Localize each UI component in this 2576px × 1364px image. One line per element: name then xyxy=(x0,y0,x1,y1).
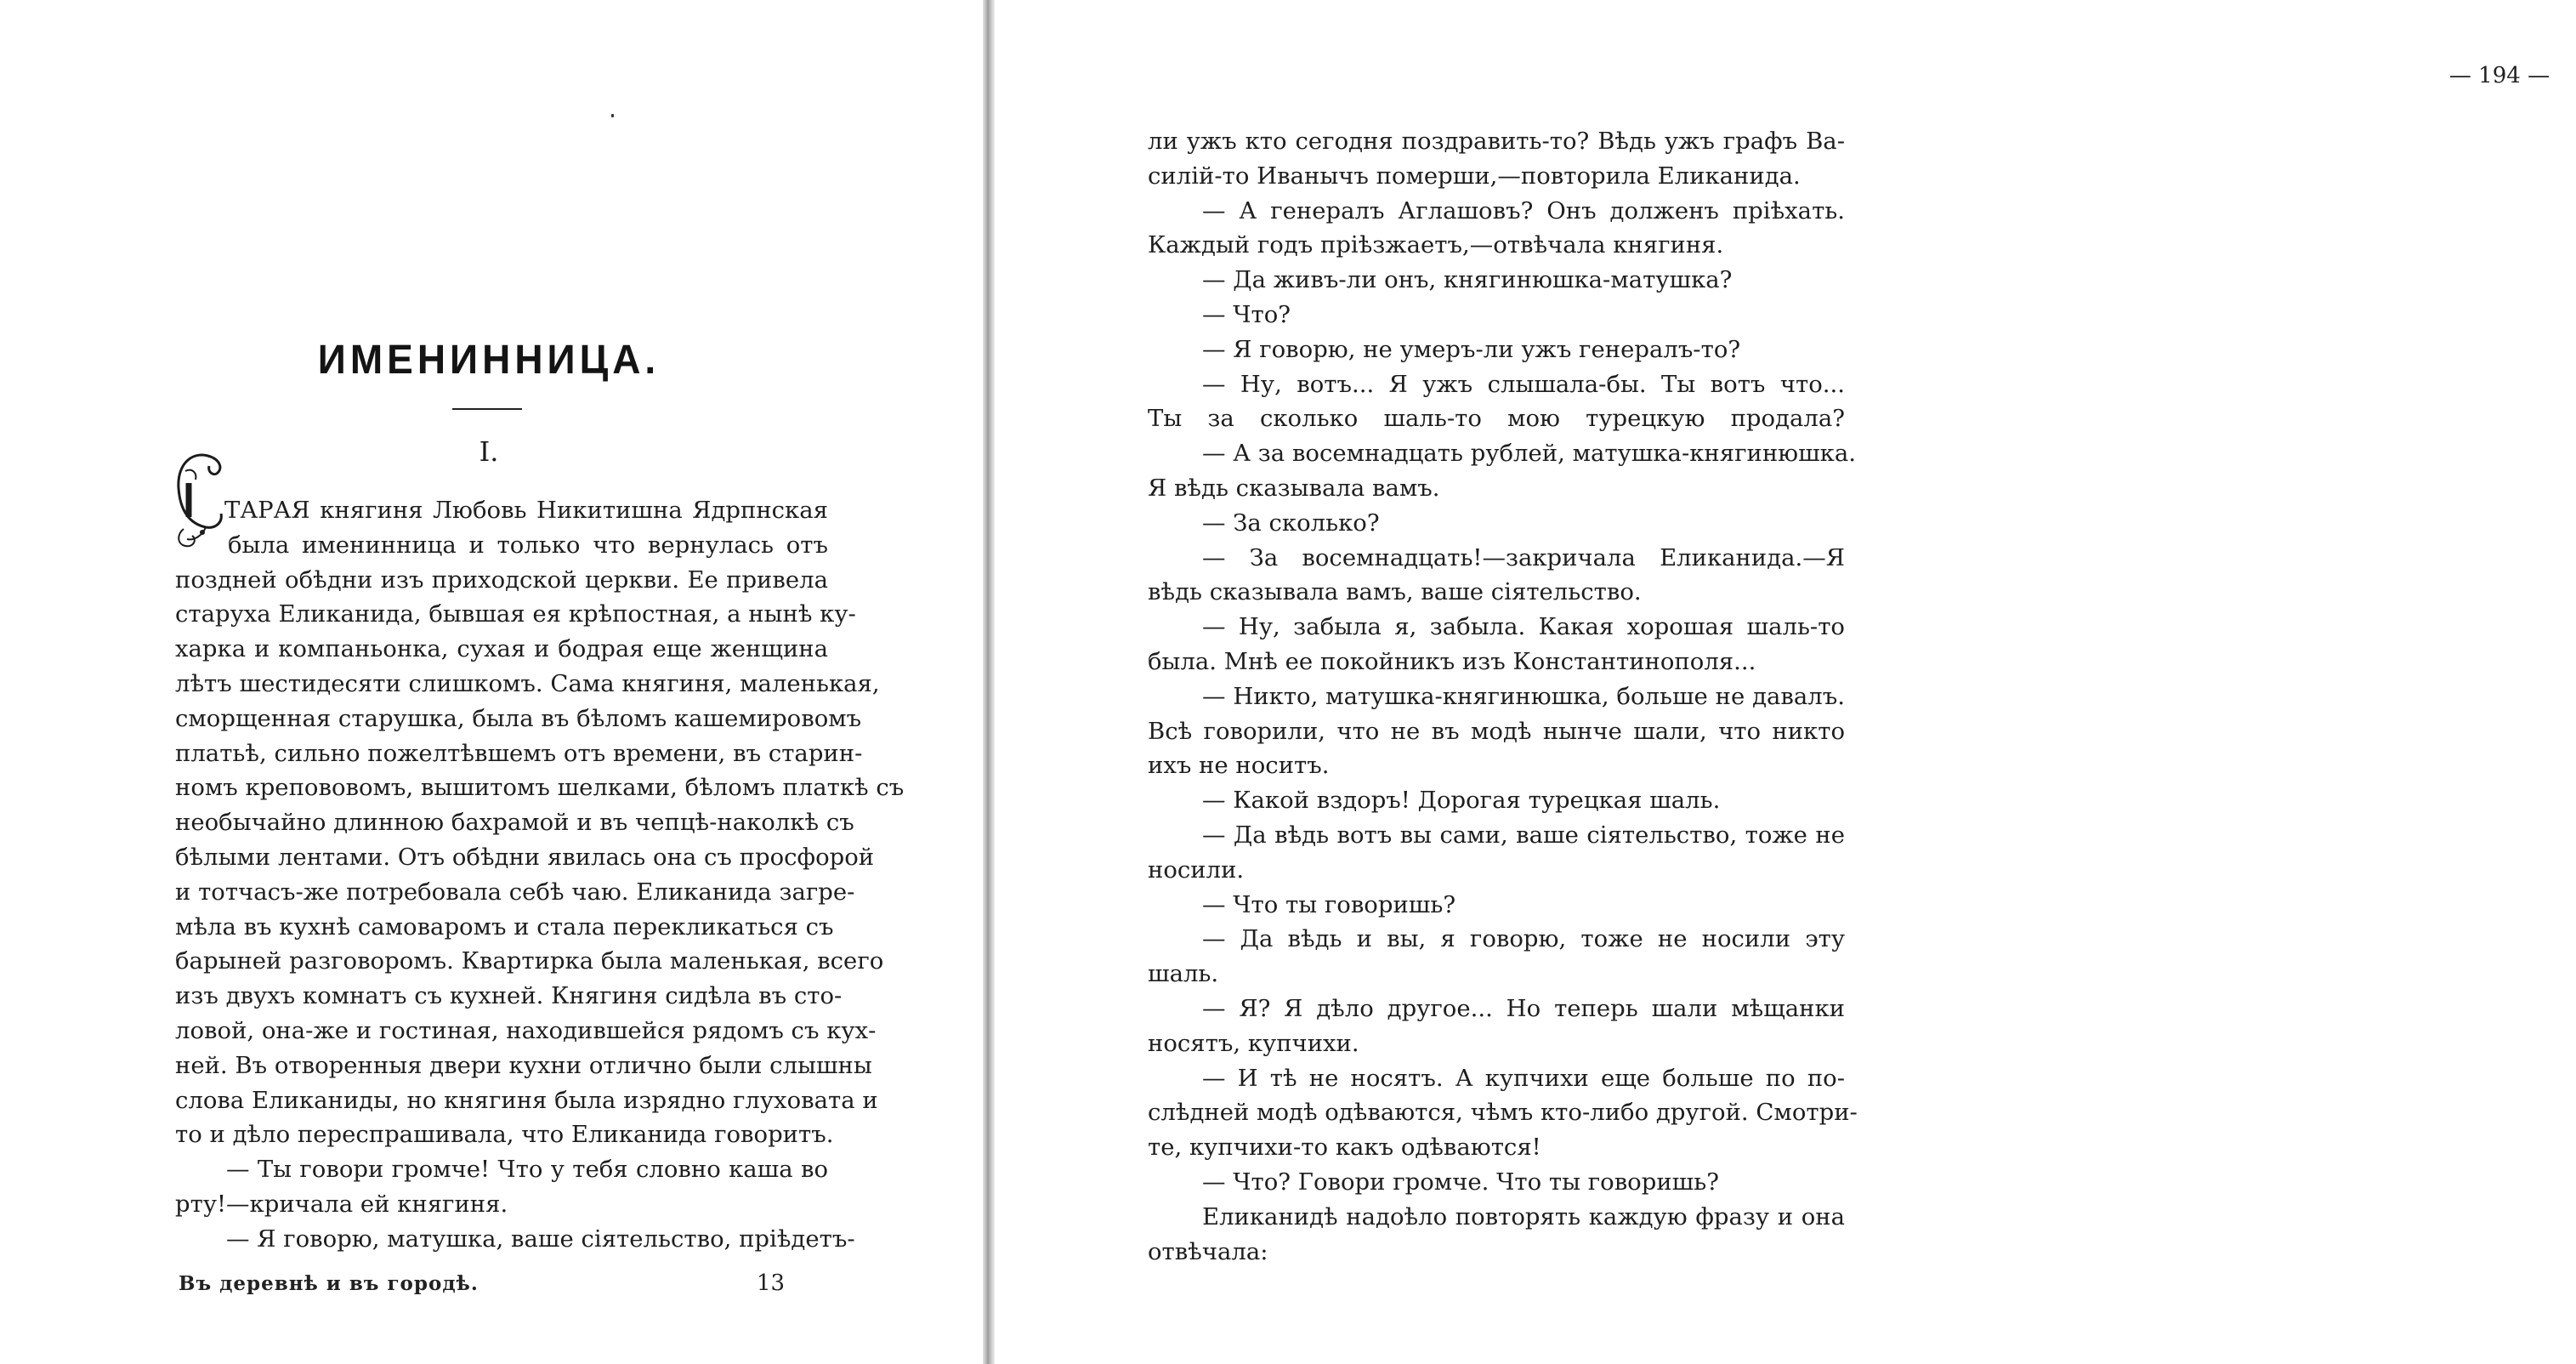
book-gutter xyxy=(983,0,995,1364)
text-line: Ты за сколько шаль-то мою турецкую продала? xyxy=(1148,405,1845,433)
text-line: — За восемнадцать!—закричала Еликанида.—Я xyxy=(1202,543,1845,571)
footer-signature: Въ деревнѣ и въ городѣ. xyxy=(179,1272,479,1295)
text-line: — Я говорю, матушка, ваше сіятельство, пріѣдетъ- xyxy=(226,1225,855,1253)
text-line: — Какой вздоръ! Дорогая турецкая шаль. xyxy=(1202,787,1721,815)
text-line: — За сколько? xyxy=(1202,509,1380,537)
right-body-text xyxy=(1148,124,1858,1269)
text-line: слова Еликаниды, но княгиня была изрядно глуховата и xyxy=(175,1086,878,1114)
text-line: — Ну, вотъ... Я ужъ слышала-бы. Ты вотъ что... xyxy=(1202,370,1845,398)
text-line: — Что? Говори громче. Что ты говоришь? xyxy=(1202,1168,1719,1196)
text-line: — Никто, матушка-княгинюшка, больше не давалъ. xyxy=(1202,682,1845,710)
text-line: носили. xyxy=(1148,855,1245,884)
text-line: ли ужъ кто сегодня поздравить-то? Вѣдь ужъ графъ Ва- xyxy=(1148,128,1845,155)
text-line: — Да вѣдь вотъ вы сами, ваше сіятельство, тоже не xyxy=(1202,821,1845,849)
text-line: поздней обѣдни изъ приходской церкви. Ее привела xyxy=(175,565,828,594)
text-line: — А за восемнадцать рублей, матушка-княгинюшка. xyxy=(1202,440,1856,468)
text-line: ТАРАЯ княгиня Любовь Никитишна Ядрпнская xyxy=(224,497,828,524)
text-line: была. Мнѣ ее покойникъ изъ Константинополя... xyxy=(1148,647,1756,675)
text-line: — Я говорю, не умеръ-ли ужъ генералъ-то? xyxy=(1202,335,1741,363)
text-line: лѣтъ шестидесяти слишкомъ. Сама княгиня, маленькая, xyxy=(175,669,880,697)
text-line: рту!—кричала ей княгиня. xyxy=(175,1190,508,1218)
title-rule xyxy=(452,408,522,410)
ink-speck xyxy=(611,114,614,117)
text-line: Каждый годъ пріѣзжаетъ,—отвѣчала княгиня. xyxy=(1148,231,1724,259)
text-line: силій-то Иванычъ померши,—повторила Еликанида. xyxy=(1148,162,1801,190)
section-number: I. xyxy=(479,435,499,468)
text-line: то и дѣло переспрашивала, что Еликанида говоритъ. xyxy=(175,1121,834,1149)
text-line: — Ну, забыла я, забыла. Какая хорошая шаль-то xyxy=(1202,613,1845,641)
text-line: харка и компаньонка, сухая и бодрая еще женщина xyxy=(175,635,828,663)
text-line: номъ крепововомъ, вышитомъ шелками, бѣломъ платкѣ съ xyxy=(175,774,905,802)
text-line: те, купчихи-то какъ одѣваются! xyxy=(1148,1134,1541,1162)
text-line: сморщенная старушка, была въ бѣломъ кашемировомъ xyxy=(175,704,862,732)
text-line: — Да живъ-ли онъ, княгинюшка-матушка? xyxy=(1202,266,1733,294)
text-line: ней. Въ отворенныя двери кухни отлично были слышны xyxy=(175,1051,872,1079)
left-body-text xyxy=(175,493,905,1257)
text-line: — Да вѣдь и вы, я говорю, тоже не носили эту xyxy=(1202,925,1845,953)
text-line: носятъ, купчихи. xyxy=(1148,1029,1359,1057)
text-line: вѣдь сказывала вамъ, ваше сіятельство. xyxy=(1148,578,1642,606)
text-line: необычайно длинною бахрамой и въ чепцѣ-наколкѣ съ xyxy=(175,809,854,837)
text-line: бѣлыми лентами. Отъ обѣдни явилась она съ просфорой xyxy=(175,843,875,871)
text-line: — Я? Я дѣло другое... Но теперь шали мѣщанки xyxy=(1202,994,1845,1022)
header-page-number: — 194 — xyxy=(2448,63,2550,88)
text-line: — Что? xyxy=(1202,300,1291,328)
text-line: Я вѣдь сказывала вамъ. xyxy=(1148,474,1440,502)
chapter-title: ИМЕНИННИЦА. xyxy=(317,335,661,383)
text-line: Еликанидѣ надоѣло повторять каждую фразу и она xyxy=(1202,1202,1845,1230)
text-line: — Ты говори громче! Что у тебя словно каша во xyxy=(226,1156,828,1184)
text-line: платьѣ, сильно пожелтѣвшемъ отъ времени, въ старин- xyxy=(175,739,863,767)
text-line: слѣдней модѣ одѣваются, чѣмъ кто-либо другой. Смотри- xyxy=(1148,1099,1858,1127)
text-line: ловой, она-же и гостиная, находившейся рядомъ съ кух- xyxy=(175,1016,877,1044)
text-line: ихъ не носитъ. xyxy=(1148,752,1330,780)
text-line: шаль. xyxy=(1148,960,1219,988)
text-line: — И тѣ не носятъ. А купчихи еще больше по по- xyxy=(1202,1064,1845,1092)
text-line: была именинница и только что вернулась отъ xyxy=(228,531,828,559)
text-line: старуха Еликанида, бывшая ея крѣпостная, а нынѣ ку- xyxy=(175,600,856,628)
text-line: мѣла въ кухнѣ самоваромъ и стала перекликаться съ xyxy=(175,912,834,941)
text-line: барыней разговоромъ. Квартирка была маленькая, всего xyxy=(175,947,884,975)
text-line: изъ двухъ комнатъ съ кухней. Княгиня сидѣла въ сто- xyxy=(175,982,843,1010)
text-line: — Что ты говоришь? xyxy=(1202,890,1456,918)
text-line: Всѣ говорили, что не въ модѣ нынче шали, что никто xyxy=(1148,717,1845,745)
text-line: отвѣчала: xyxy=(1148,1237,1268,1265)
left-page xyxy=(0,0,983,1364)
text-line: и тотчасъ-же потребовала себѣ чаю. Еликанида загре- xyxy=(175,878,855,906)
footer-page-number: 13 xyxy=(757,1270,786,1296)
text-line: — А генералъ Аглашовъ? Онъ долженъ пріѣхать. xyxy=(1202,196,1845,224)
